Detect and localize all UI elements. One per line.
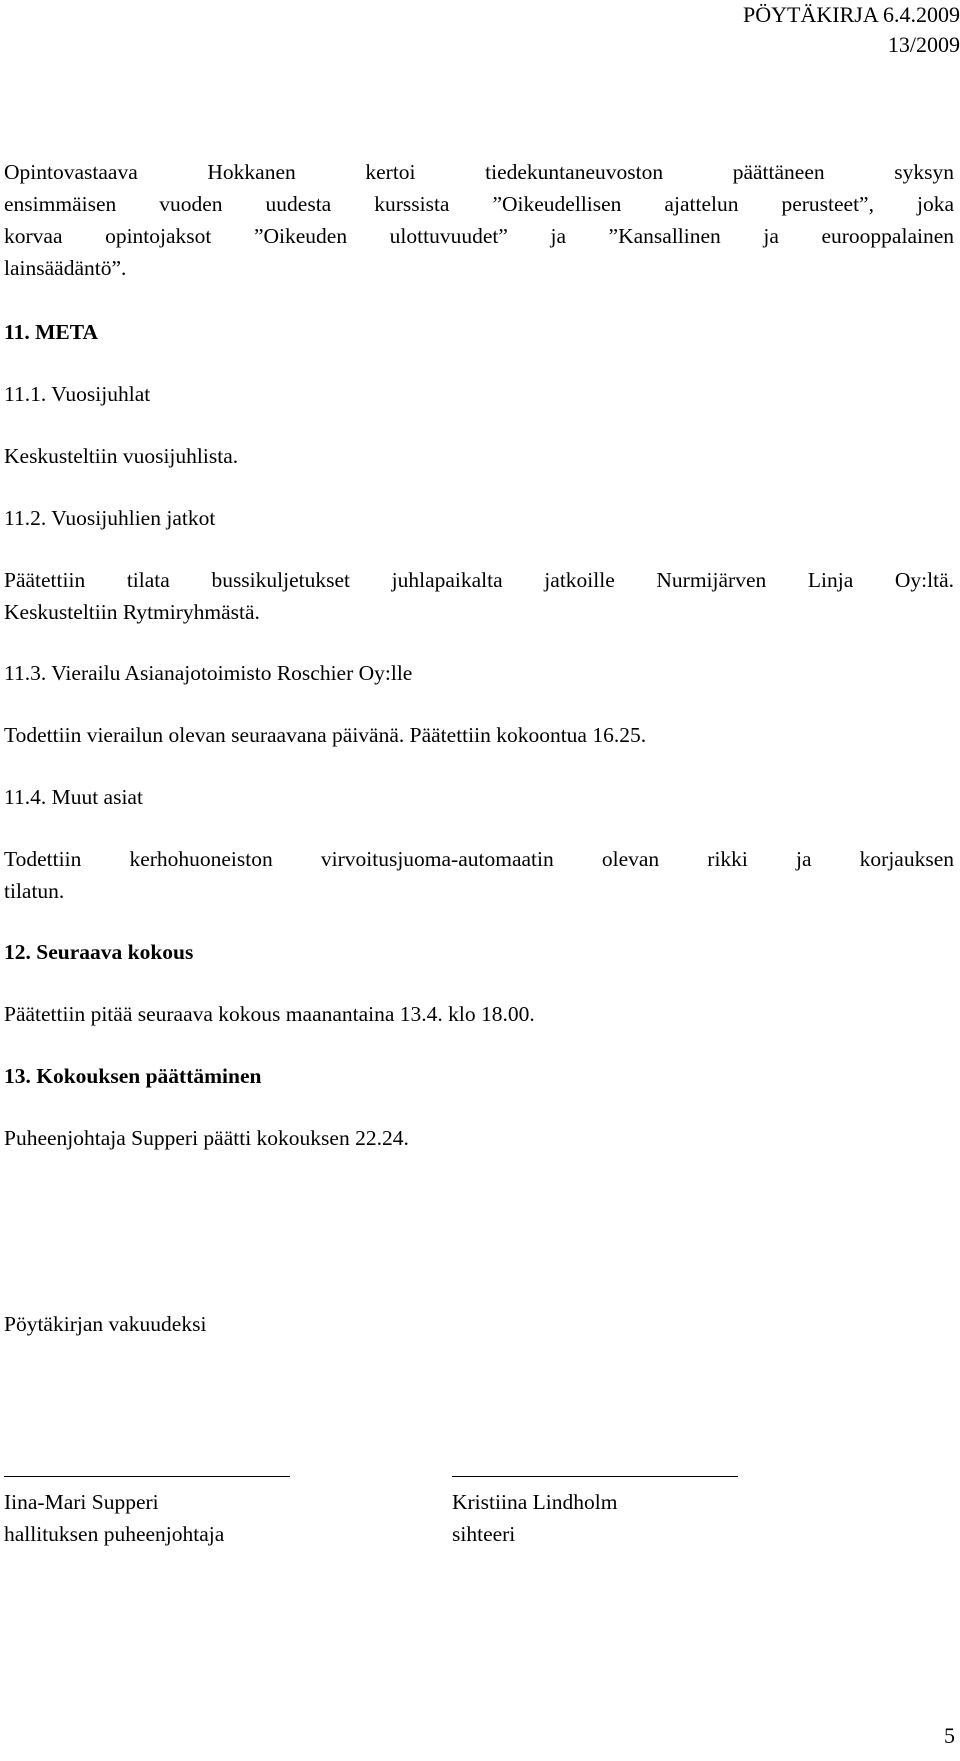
intro-line: Opintovastaava Hokkanen kertoi tiedekuntaneuvoston päättäneen syksyn <box>4 160 954 184</box>
signer-role: sihteeri <box>452 1522 516 1546</box>
s13-text: Puheenjohtaja Supperi päätti kokouksen 22.24. <box>4 1126 409 1150</box>
s11-4-line: Todettiin kerhohuoneiston virvoitusjuoma-automaatin olevan rikki ja korjauksen <box>4 847 954 871</box>
s11-2-line: Keskusteltiin Rytmiryhmästä. <box>4 600 260 624</box>
header-number: 13/2009 <box>887 32 960 57</box>
intro-paragraph <box>4 156 954 284</box>
section-12-heading: 12. Seuraava kokous <box>4 940 194 964</box>
s11-4-line: tilatun. <box>4 879 65 903</box>
s11-2-line: Päätettiin tilata bussikuljetukset juhlapaikalta jatkoille Nurmijärven Linja Oy:ltä. <box>4 568 954 592</box>
signature-right <box>452 1486 617 1550</box>
signature-line-right <box>452 1476 738 1477</box>
signer-name: Iina-Mari Supperi <box>4 1490 159 1514</box>
intro-line: lainsäädäntö”. <box>4 256 127 280</box>
s11-4-paragraph <box>4 843 954 907</box>
signature-line-left <box>4 1476 290 1477</box>
s11-2-heading: 11.2. Vuosijuhlien jatkot <box>4 506 216 530</box>
signature-left <box>4 1486 224 1550</box>
page-header <box>743 0 960 60</box>
page-number: 5 <box>944 1723 955 1748</box>
signer-name: Kristiina Lindholm <box>452 1490 618 1514</box>
attestation-text: Pöytäkirjan vakuudeksi <box>4 1312 207 1336</box>
header-title: PÖYTÄKIRJA 6.4.2009 <box>743 2 960 27</box>
s11-3-text: Todettiin vierailun olevan seuraavana päivänä. Päätettiin kokoontua 16.25. <box>4 723 647 747</box>
intro-line: korvaa opintojaksot ”Oikeuden ulottuvuudet” ja ”Kansallinen ja eurooppalainen <box>4 224 954 248</box>
s11-3-heading: 11.3. Vierailu Asianajotoimisto Roschier Oy:lle <box>4 661 413 685</box>
s12-text: Päätettiin pitää seuraava kokous maanantaina 13.4. klo 18.00. <box>4 1002 535 1026</box>
s11-1-text: Keskusteltiin vuosijuhlista. <box>4 444 239 468</box>
s11-2-paragraph <box>4 564 954 628</box>
s11-4-heading: 11.4. Muut asiat <box>4 785 143 809</box>
signer-role: hallituksen puheenjohtaja <box>4 1522 225 1546</box>
section-11-heading: 11. META <box>4 320 98 344</box>
section-13-heading: 13. Kokouksen päättäminen <box>4 1064 262 1088</box>
s11-1-heading: 11.1. Vuosijuhlat <box>4 382 151 406</box>
intro-line: ensimmäisen vuoden uudesta kurssista ”Oikeudellisen ajattelun perusteet”, joka <box>4 192 954 216</box>
